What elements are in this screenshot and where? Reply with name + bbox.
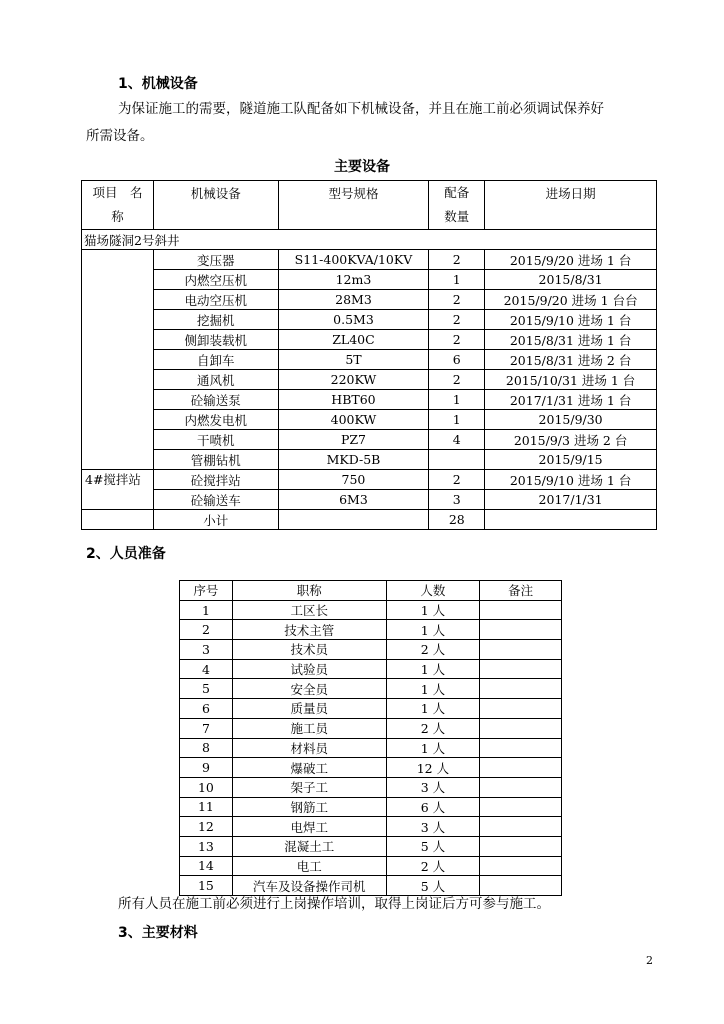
subtotal-row <box>82 510 657 530</box>
machine-cell: 砼输送车 <box>153 490 278 510</box>
title-cell: 质量员 <box>232 699 386 719</box>
qty-cell: 2 <box>429 250 485 270</box>
page-number: 2 <box>646 954 653 967</box>
qty-cell: 1 <box>429 270 485 290</box>
remark-cell <box>480 817 562 837</box>
machine-cell: 变压器 <box>153 250 278 270</box>
remark-cell <box>480 679 562 699</box>
group1-spacer <box>82 250 154 470</box>
count-cell: 2 人 <box>386 856 480 876</box>
model-cell: 750 <box>278 470 429 490</box>
header-item-line1: 项目 名 <box>92 185 143 200</box>
count-cell: 3 人 <box>386 777 480 797</box>
table-row <box>180 817 562 837</box>
section1-intro-line1: 为保证施工的需要，隧道施工队配备如下机械设备，并且在施工前必须调试保养好 <box>118 101 604 117</box>
model-cell: 400KW <box>278 410 429 430</box>
model-cell: PZ7 <box>278 430 429 450</box>
header-title: 职称 <box>232 581 386 601</box>
table-row <box>82 330 657 350</box>
no-cell: 8 <box>180 738 233 758</box>
section2-heading: 2、人员准备 <box>86 546 166 562</box>
table-row <box>180 699 562 719</box>
equipment-group1-row <box>82 230 657 250</box>
count-cell: 6 人 <box>386 797 480 817</box>
group1-label: 猫场隧洞2号斜井 <box>82 230 657 250</box>
no-cell: 1 <box>180 600 233 620</box>
machine-cell: 管棚钻机 <box>153 450 278 470</box>
remark-cell <box>480 640 562 660</box>
table-row <box>82 450 657 470</box>
table-row <box>180 718 562 738</box>
section1-heading: 1、机械设备 <box>118 76 198 92</box>
machine-cell: 电动空压机 <box>153 290 278 310</box>
date-cell: 2015/9/10 进场 1 台 <box>485 470 657 490</box>
qty-cell: 2 <box>429 330 485 350</box>
remark-cell <box>480 620 562 640</box>
table-row <box>180 659 562 679</box>
model-cell: 28M3 <box>278 290 429 310</box>
count-cell: 5 人 <box>386 876 480 896</box>
remark-cell <box>480 600 562 620</box>
machine-cell: 砼搅拌站 <box>153 470 278 490</box>
staff-table <box>179 580 562 896</box>
date-cell: 2015/10/31 进场 1 台 <box>485 370 657 390</box>
table-row <box>180 640 562 660</box>
machine-cell: 自卸车 <box>153 350 278 370</box>
remark-cell <box>480 738 562 758</box>
header-count: 人数 <box>386 581 480 601</box>
no-cell: 10 <box>180 777 233 797</box>
table-row <box>180 620 562 640</box>
qty-cell: 2 <box>429 310 485 330</box>
date-cell: 2017/1/31 进场 1 台 <box>485 390 657 410</box>
table-row <box>180 738 562 758</box>
machine-cell: 侧卸装载机 <box>153 330 278 350</box>
remark-cell <box>480 758 562 778</box>
subtotal-model-blank <box>278 510 429 530</box>
table-row <box>180 600 562 620</box>
header-machine: 机械设备 <box>153 181 278 230</box>
remark-cell <box>480 797 562 817</box>
header-qty <box>429 181 485 230</box>
no-cell: 3 <box>180 640 233 660</box>
title-cell: 技术主管 <box>232 620 386 640</box>
model-cell: ZL40C <box>278 330 429 350</box>
table-row <box>82 350 657 370</box>
title-cell: 电焊工 <box>232 817 386 837</box>
remark-cell <box>480 699 562 719</box>
count-cell: 1 人 <box>386 699 480 719</box>
qty-cell <box>429 450 485 470</box>
table-row <box>180 856 562 876</box>
equipment-table-title: 主要设备 <box>334 159 390 175</box>
no-cell: 11 <box>180 797 233 817</box>
table-row <box>180 679 562 699</box>
equipment-table <box>81 180 657 530</box>
machine-cell: 通风机 <box>153 370 278 390</box>
machine-cell: 砼输送泵 <box>153 390 278 410</box>
title-cell: 架子工 <box>232 777 386 797</box>
date-cell: 2015/9/20 进场 1 台台 <box>485 290 657 310</box>
remark-cell <box>480 777 562 797</box>
qty-cell: 2 <box>429 370 485 390</box>
title-cell: 钢筋工 <box>232 797 386 817</box>
header-qty-line2: 数量 <box>444 209 470 224</box>
header-remark: 备注 <box>480 581 562 601</box>
qty-cell: 2 <box>429 470 485 490</box>
no-cell: 5 <box>180 679 233 699</box>
count-cell: 1 人 <box>386 659 480 679</box>
table-row <box>180 777 562 797</box>
staff-header-row <box>180 581 562 601</box>
model-cell: S11-400KVA/10KV <box>278 250 429 270</box>
count-cell: 2 人 <box>386 640 480 660</box>
title-cell: 施工员 <box>232 718 386 738</box>
count-cell: 5 人 <box>386 836 480 856</box>
group2-label: 4#搅拌站 <box>82 470 154 510</box>
count-cell: 3 人 <box>386 817 480 837</box>
header-no: 序号 <box>180 581 233 601</box>
model-cell: 0.5M3 <box>278 310 429 330</box>
no-cell: 9 <box>180 758 233 778</box>
date-cell: 2015/9/3 进场 2 台 <box>485 430 657 450</box>
remark-cell <box>480 718 562 738</box>
title-cell: 电工 <box>232 856 386 876</box>
table-row <box>82 270 657 290</box>
remark-cell <box>480 659 562 679</box>
qty-cell: 2 <box>429 290 485 310</box>
machine-cell: 挖掘机 <box>153 310 278 330</box>
title-cell: 混凝土工 <box>232 836 386 856</box>
machine-cell: 内燃发电机 <box>153 410 278 430</box>
remark-cell <box>480 856 562 876</box>
count-cell: 1 人 <box>386 620 480 640</box>
machine-cell: 干喷机 <box>153 430 278 450</box>
table-row <box>82 310 657 330</box>
header-qty-line1: 配备 <box>444 185 470 200</box>
date-cell: 2015/8/31 进场 1 台 <box>485 330 657 350</box>
date-cell: 2015/9/10 进场 1 台 <box>485 310 657 330</box>
table-row <box>180 797 562 817</box>
date-cell: 2015/8/31 进场 2 台 <box>485 350 657 370</box>
model-cell: 5T <box>278 350 429 370</box>
no-cell: 12 <box>180 817 233 837</box>
table-row <box>82 250 657 270</box>
date-cell: 2015/8/31 <box>485 270 657 290</box>
date-cell: 2015/9/20 进场 1 台 <box>485 250 657 270</box>
subtotal-qty: 28 <box>429 510 485 530</box>
qty-cell: 3 <box>429 490 485 510</box>
qty-cell: 1 <box>429 390 485 410</box>
table-row <box>180 758 562 778</box>
title-cell: 爆破工 <box>232 758 386 778</box>
equipment-header-row <box>82 181 657 230</box>
date-cell: 2015/9/30 <box>485 410 657 430</box>
header-model: 型号规格 <box>278 181 429 230</box>
no-cell: 4 <box>180 659 233 679</box>
date-cell: 2015/9/15 <box>485 450 657 470</box>
title-cell: 工区长 <box>232 600 386 620</box>
no-cell: 7 <box>180 718 233 738</box>
table-row <box>82 370 657 390</box>
staff-training-note: 所有人员在施工前必须进行上岗操作培训，取得上岗证后方可参与施工。 <box>118 896 550 912</box>
section3-heading: 3、主要材料 <box>118 925 198 941</box>
model-cell: 220KW <box>278 370 429 390</box>
no-cell: 2 <box>180 620 233 640</box>
qty-cell: 6 <box>429 350 485 370</box>
count-cell: 1 人 <box>386 738 480 758</box>
no-cell: 13 <box>180 836 233 856</box>
table-row <box>82 290 657 310</box>
table-row <box>82 490 657 510</box>
title-cell: 材料员 <box>232 738 386 758</box>
model-cell: HBT60 <box>278 390 429 410</box>
machine-cell: 内燃空压机 <box>153 270 278 290</box>
header-item <box>82 181 154 230</box>
title-cell: 试验员 <box>232 659 386 679</box>
count-cell: 12 人 <box>386 758 480 778</box>
no-cell: 6 <box>180 699 233 719</box>
no-cell: 15 <box>180 876 233 896</box>
table-row <box>82 430 657 450</box>
no-cell: 14 <box>180 856 233 876</box>
subtotal-label: 小计 <box>153 510 278 530</box>
header-item-line2: 称 <box>111 209 124 224</box>
table-row <box>82 470 657 490</box>
qty-cell: 1 <box>429 410 485 430</box>
qty-cell: 4 <box>429 430 485 450</box>
table-row <box>82 390 657 410</box>
count-cell: 1 人 <box>386 600 480 620</box>
remark-cell <box>480 836 562 856</box>
header-date: 进场日期 <box>485 181 657 230</box>
title-cell: 技术员 <box>232 640 386 660</box>
title-cell: 安全员 <box>232 679 386 699</box>
date-cell: 2017/1/31 <box>485 490 657 510</box>
model-cell: 6M3 <box>278 490 429 510</box>
count-cell: 1 人 <box>386 679 480 699</box>
subtotal-blank <box>82 510 154 530</box>
model-cell: 12m3 <box>278 270 429 290</box>
subtotal-date-blank <box>485 510 657 530</box>
section1-intro-line2: 所需设备。 <box>86 128 154 144</box>
count-cell: 2 人 <box>386 718 480 738</box>
table-row <box>180 836 562 856</box>
table-row <box>82 410 657 430</box>
model-cell: MKD-5B <box>278 450 429 470</box>
title-cell: 汽车及设备操作司机 <box>232 876 386 896</box>
